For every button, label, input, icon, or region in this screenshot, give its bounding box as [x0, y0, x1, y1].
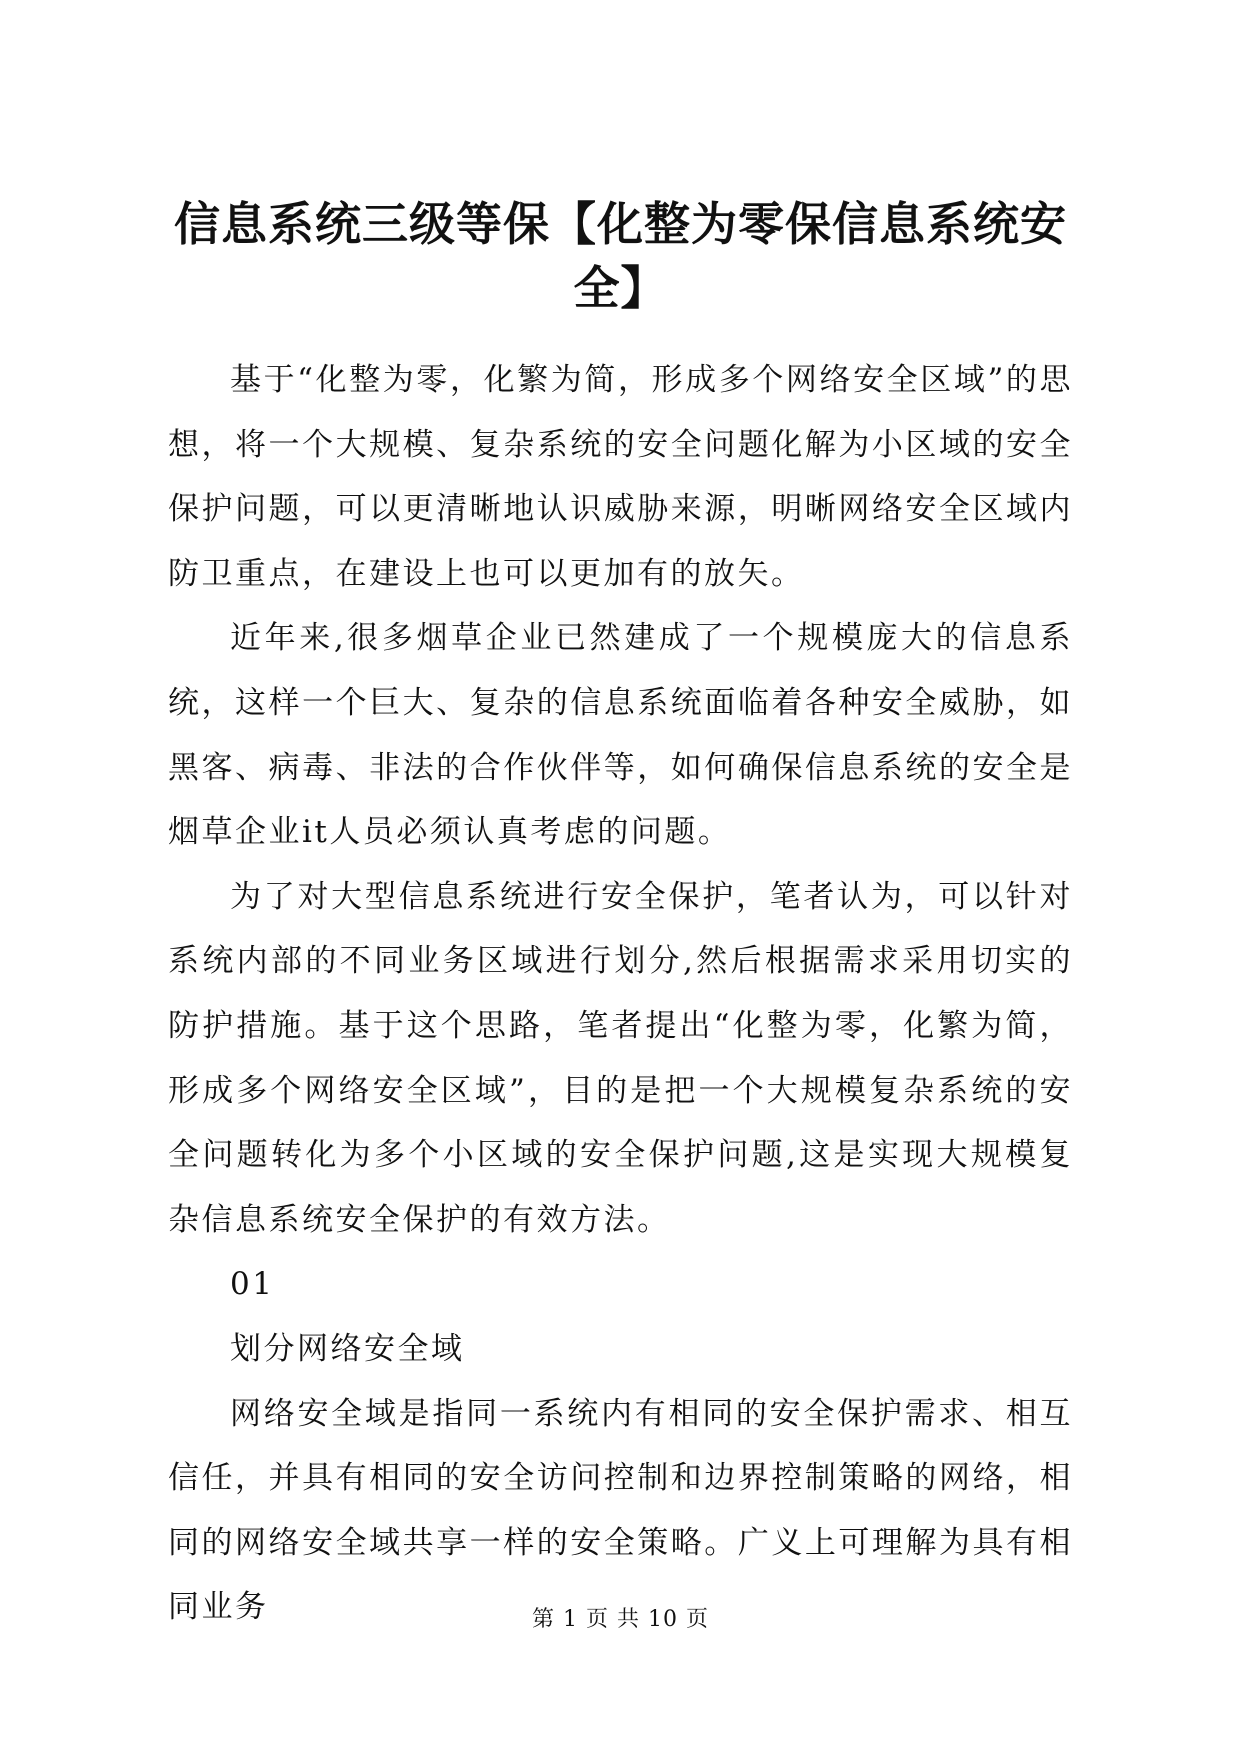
section-number: 01	[230, 1266, 275, 1303]
paragraph: 近年来,很多烟草企业已然建成了一个规模庞大的信息系统，这样一个巨大、复杂的信息系统面临着各种安全威胁，如黑客、病毒、非法的合作伙伴等，如何确保信息系统的安全是烟草企业it人员必须认真考虑的问题。	[168, 620, 1073, 851]
paragraph: 为了对大型信息系统进行安全保护，笔者认为，可以针对系统内部的不同业务区域进行划分,然后根据需求采用切实的防护措施。基于这个思路，笔者提出“化整为零，化繁为简，形成多个网络安全区域”，目的是把一个大规模复杂系统的安全问题转化为多个小区域的安全保护问题,这是实现大规模复杂信息系统安全保护的有效方法。	[168, 878, 1073, 1238]
paragraph: 网络安全域是指同一系统内有相同的安全保护需求、相互信任，并具有相同的安全访问控制和边界控制策略的网络，相同的网络安全域共享一样的安全策略。广义上可理解为具有相同业务	[168, 1395, 1073, 1626]
document-title: 信息系统三级等保【化整为零保信息系统安全】	[174, 197, 1067, 315]
paragraph: 基于“化整为零，化繁为简，形成多个网络安全区域”的思想，将一个大规模、复杂系统的安全问题化解为小区域的安全保护问题，可以更清晰地认识威胁来源，明晰网络安全区域内防卫重点，在建设上也可以更加有的放矢。	[168, 362, 1073, 592]
section-heading: 划分网络安全域	[230, 1330, 465, 1367]
page-footer: 第 1 页 共 10 页	[532, 1607, 709, 1632]
document-body	[168, 348, 1073, 1640]
